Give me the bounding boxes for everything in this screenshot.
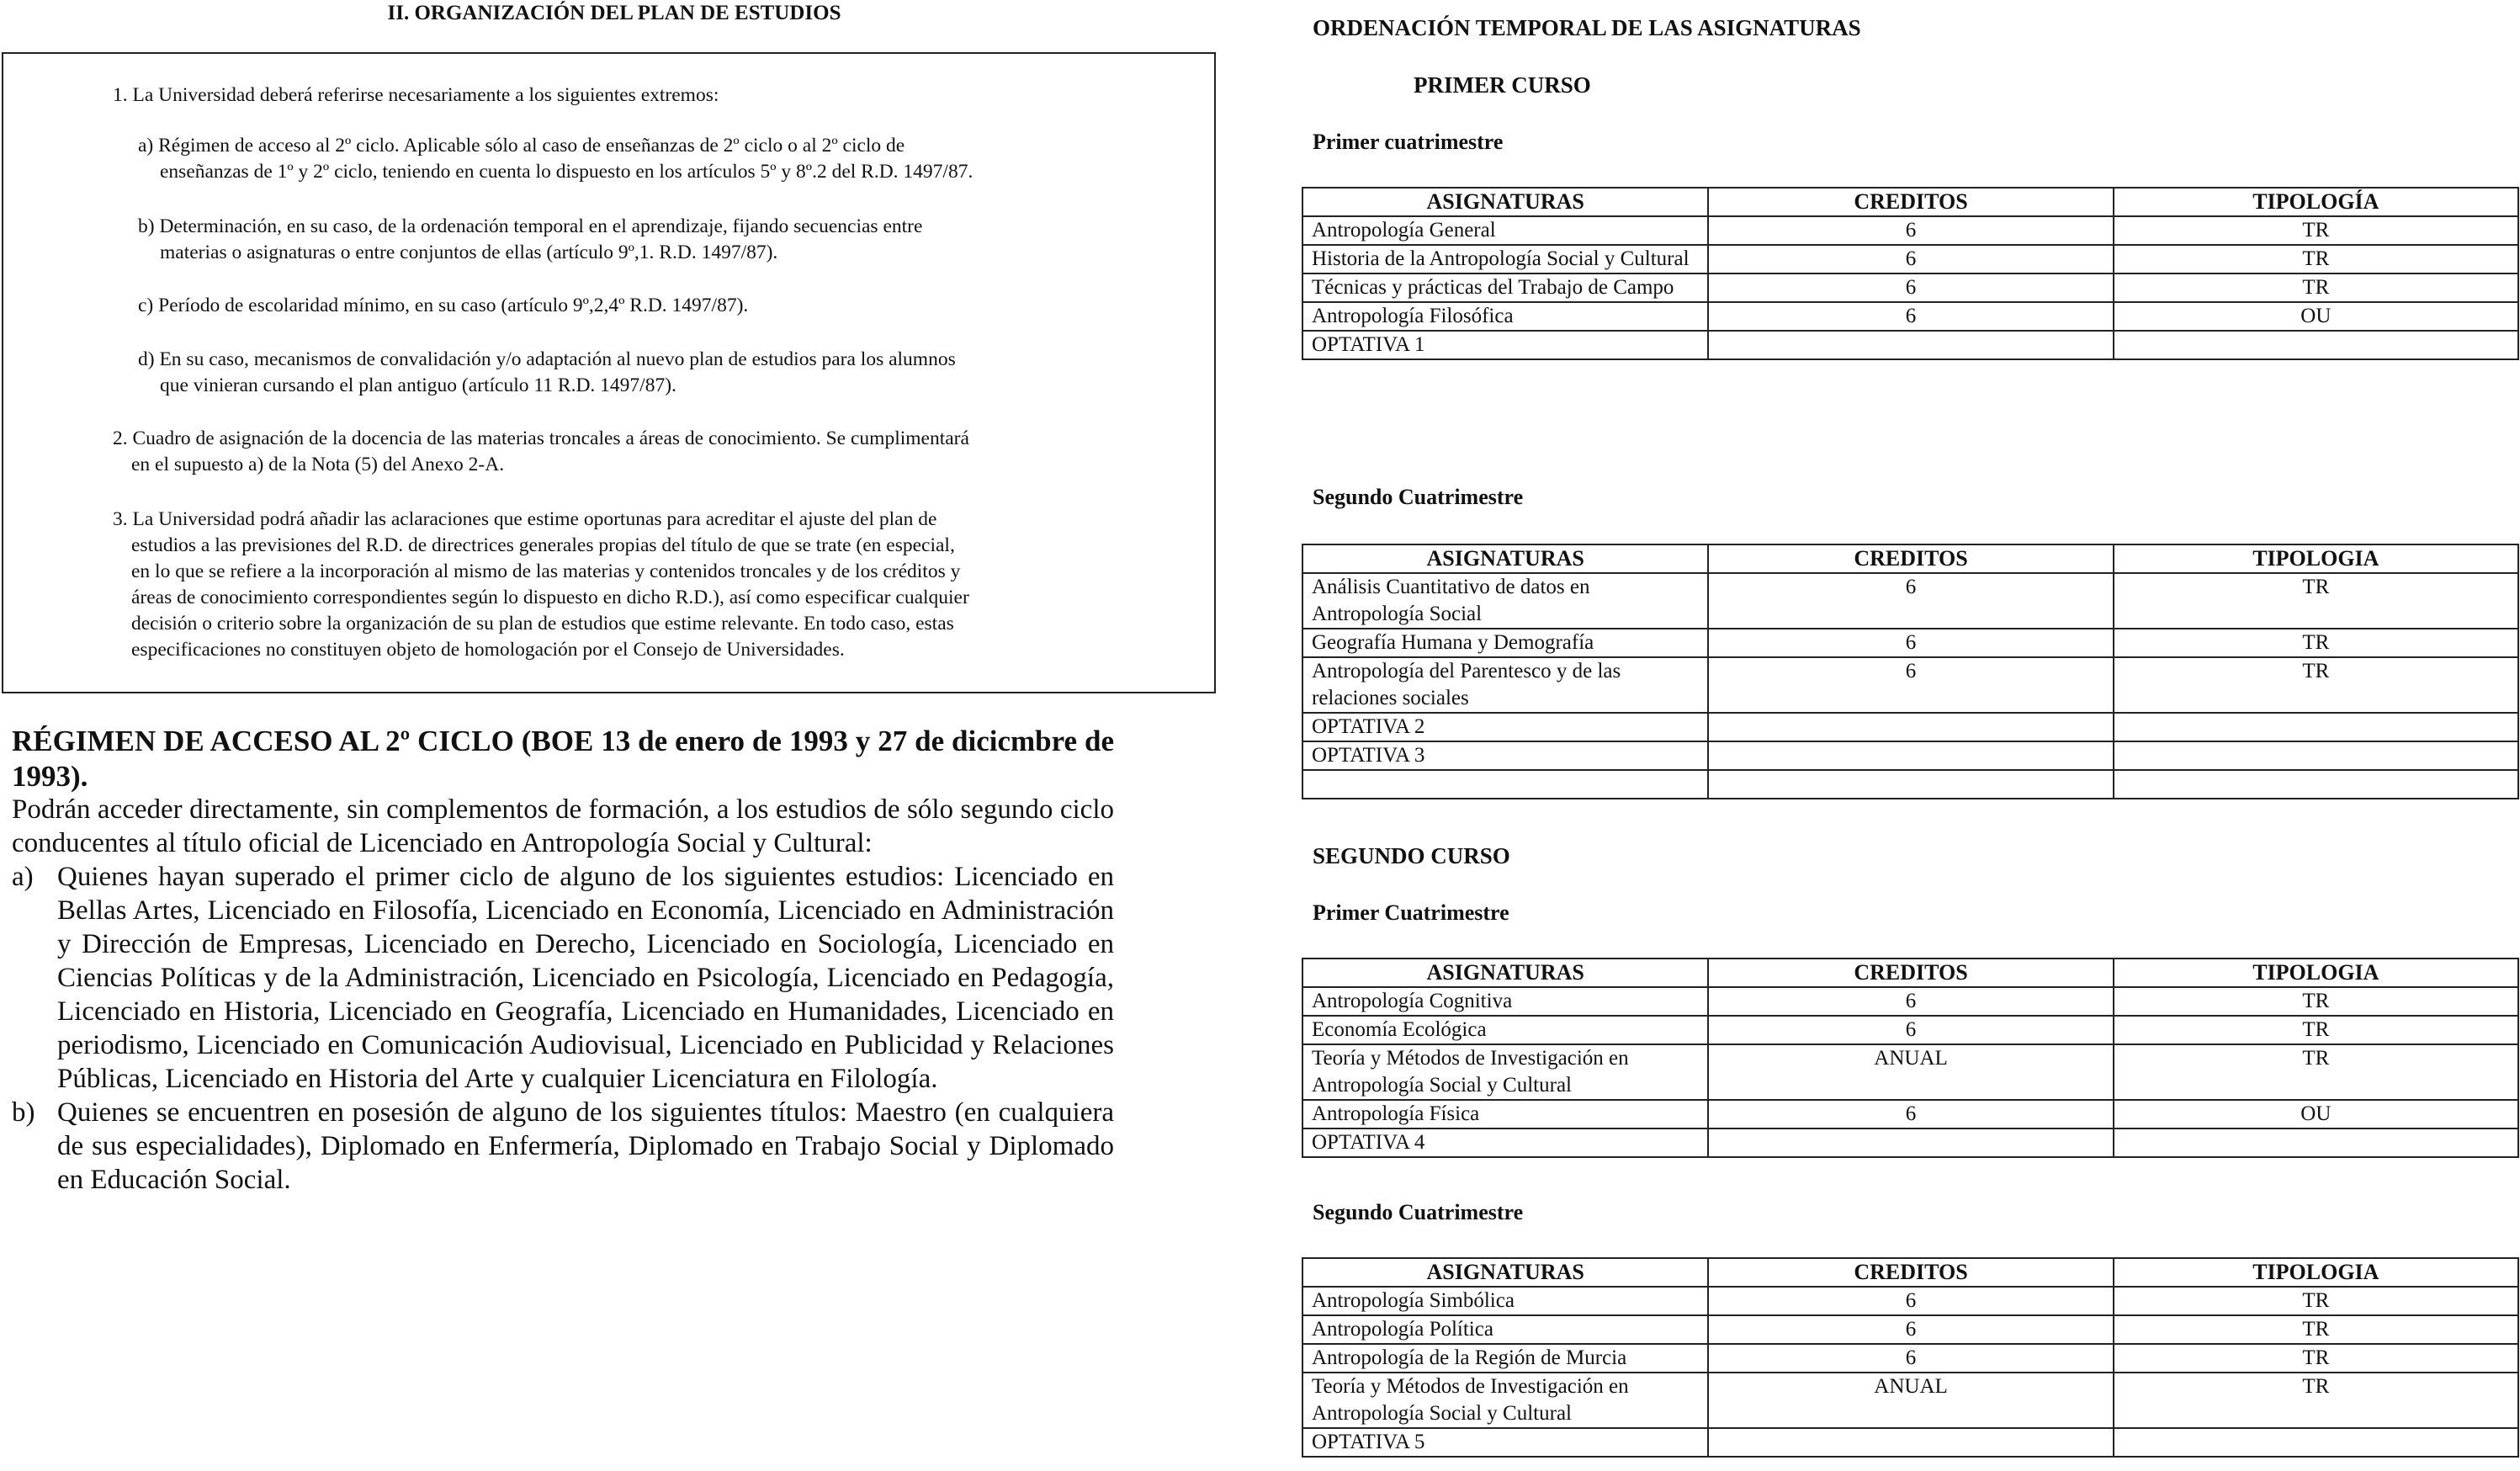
cell-tipologia: OU [2114, 1100, 2518, 1128]
cell-asignatura: Antropología Filosófica [1302, 302, 1708, 331]
cell-creditos: ANUAL [1708, 1044, 2113, 1100]
cell-asignatura: Técnicas y prácticas del Trabajo de Campo [1302, 273, 1708, 302]
table-1-label: Primer cuatrimestre [1313, 130, 1504, 154]
table-row [1302, 770, 2518, 799]
cell-creditos: 6 [1708, 1287, 2113, 1315]
cell-creditos: 6 [1708, 1315, 2113, 1344]
header-creditos: CREDITOS [1708, 544, 2113, 573]
item-label: a) [12, 862, 34, 892]
cell-tipologia: TR [2114, 657, 2518, 713]
regimen-intro: Podrán acceder directamente, sin complementos de formación, a los estudios de sólo segundo ciclo conducentes al título oficial de Licenciado en Antropología Social y Cultural: [12, 794, 1114, 858]
table-2 [1302, 544, 2519, 799]
table-row [1302, 657, 2518, 713]
instruction-3: 3. La Universidad podrá añadir las aclaraciones que estime oportunas para acreditar el ajuste del plan de estudios a las previsiones del R.D. de directrices generales propias del título de que se trate (en especial, en lo que se refiere a la incorporación al mismo de las materias y contenidos troncales y de los créditos y áreas de conocimiento correspondientes según lo dispuesto en dicho R.D.), así como especificar cualquier decisión o criterio sobre la organización de su plan de estudios que estime relevante. En todo caso, estas especificaciones no constituyen objeto de homologación por el Consejo de Universidades. [113, 508, 969, 661]
table-row [1302, 1344, 2518, 1373]
cell-creditos: 6 [1708, 302, 2113, 331]
cell-tipologia: TR [2114, 573, 2518, 629]
header-tipologia: TIPOLOGIA [2114, 544, 2518, 573]
table-header-row [1302, 544, 2518, 573]
table-4 [1302, 1257, 2519, 1458]
cell-creditos: 6 [1708, 273, 2113, 302]
cell-asignatura: OPTATIVA 4 [1302, 1128, 1708, 1157]
cell-asignatura: Antropología Cognitiva [1302, 987, 1708, 1016]
table-row [1302, 331, 2518, 359]
cell-tipologia: TR [2114, 273, 2518, 302]
instruction-d: d) En su caso, mecanismos de convalidación y/o adaptación al nuevo plan de estudios para los alumnos que vinieran cursando el plan antiguo (artículo 11 R.D. 1497/87). [138, 348, 956, 396]
cell-asignatura: Teoría y Métodos de Investigación en Antropología Social y Cultural [1302, 1373, 1708, 1428]
table-row [1302, 1315, 2518, 1344]
table-3 [1302, 958, 2519, 1158]
table-row [1302, 1016, 2518, 1044]
table-row [1302, 216, 2518, 245]
regimen-item-a [12, 860, 1114, 1096]
cell-creditos: 6 [1708, 1344, 2113, 1373]
header-tipologia: TIPOLOGIA [2114, 959, 2518, 987]
instruction-2: 2. Cuadro de asignación de la docencia de las materias troncales a áreas de conocimiento. Se cumplimentará en el supuesto a) de la Nota (5) del Anexo 2-A. [113, 427, 969, 475]
table-row [1302, 713, 2518, 741]
table-row [1302, 987, 2518, 1016]
cell-creditos: 6 [1708, 629, 2113, 657]
cell-tipologia [2114, 770, 2518, 799]
cell-tipologia: TR [2114, 629, 2518, 657]
cell-tipologia [2114, 1128, 2518, 1157]
cell-creditos [1708, 713, 2113, 741]
header-asignaturas: ASIGNATURAS [1302, 544, 1708, 573]
cell-tipologia: TR [2114, 245, 2518, 273]
cell-creditos: 6 [1708, 987, 2113, 1016]
cell-tipologia: TR [2114, 1315, 2518, 1344]
table-row [1302, 273, 2518, 302]
table-header-row [1302, 188, 2518, 216]
table-row [1302, 302, 2518, 331]
cell-asignatura: Análisis Cuantitativo de datos en Antropología Social [1302, 573, 1708, 629]
cell-creditos: ANUAL [1708, 1373, 2113, 1428]
cell-tipologia: TR [2114, 1287, 2518, 1315]
segundo-curso-heading: SEGUNDO CURSO [1313, 843, 1510, 868]
table-row [1302, 1044, 2518, 1100]
cell-tipologia: TR [2114, 987, 2518, 1016]
cell-creditos: 6 [1708, 216, 2113, 245]
item-label: b) [12, 1097, 35, 1128]
cell-asignatura [1302, 770, 1708, 799]
cell-asignatura: OPTATIVA 3 [1302, 741, 1708, 770]
header-asignaturas: ASIGNATURAS [1302, 959, 1708, 987]
regimen-item-b [12, 1096, 1114, 1197]
instruction-b: b) Determinación, en su caso, de la ordenación temporal en el aprendizaje, fijando secuencias entre materias o asignaturas o entre conjuntos de ellas (artículo 9º,1. R.D. 1497/87). [138, 215, 923, 263]
item-text: Quienes hayan superado el primer ciclo de alguno de los siguientes estudios: Licenciado en Bellas Artes, Licenciado en Filosofía, Licenciado en Economía, Licenciado en Administración y Dirección de Empresas, Licenciado en Derecho, Licenciado en Sociología, Licenciado en Ciencias Políticas y de la Administración, Licenciado en Psicología, Licenciado en Pedagogía, Licenciado en Historia, Licenciado en Geografía, Licenciado en Humanidades, Licenciado en periodismo, Licenciado en Comunicación Audiovisual, Licenciado en Publicidad y Relaciones Públicas, Licenciado en Historia del Arte y cualquier Licenciatura en Filología. [57, 862, 1114, 1094]
cell-asignatura: Antropología General [1302, 216, 1708, 245]
table-3-label: Primer Cuatrimestre [1313, 900, 1509, 925]
instruction-1: 1. La Universidad deberá referirse necesariamente a los siguientes extremos: [113, 84, 719, 106]
cell-creditos [1708, 1128, 2113, 1157]
table-row [1302, 573, 2518, 629]
cell-asignatura: OPTATIVA 5 [1302, 1428, 1708, 1457]
table-row [1302, 1287, 2518, 1315]
cell-creditos: 6 [1708, 657, 2113, 713]
cell-tipologia [2114, 741, 2518, 770]
cell-asignatura: Teoría y Métodos de Investigación en Antropología Social y Cultural [1302, 1044, 1708, 1100]
table-row [1302, 1373, 2518, 1428]
cell-tipologia: TR [2114, 216, 2518, 245]
header-creditos: CREDITOS [1708, 1258, 2113, 1287]
cell-tipologia [2114, 713, 2518, 741]
cell-creditos: 6 [1708, 1016, 2113, 1044]
table-row [1302, 245, 2518, 273]
table-header-row [1302, 1258, 2518, 1287]
item-text: Quienes se encuentren en posesión de alguno de los siguientes títulos: Maestro (en cualquiera de sus especialidades), Diplomado en Enfermería, Diplomado en Trabajo Social y Diplomado en Educación Social. [57, 1097, 1114, 1195]
cell-asignatura: Antropología Simbólica [1302, 1287, 1708, 1315]
cell-asignatura: Geografía Humana y Demografía [1302, 629, 1708, 657]
section-title: II. ORGANIZACIÓN DEL PLAN DE ESTUDIOS [387, 2, 841, 24]
cell-tipologia: TR [2114, 1016, 2518, 1044]
cell-asignatura: Antropología Física [1302, 1100, 1708, 1128]
cell-asignatura: OPTATIVA 1 [1302, 331, 1708, 359]
table-header-row [1302, 959, 2518, 987]
table-row [1302, 629, 2518, 657]
instruction-a: a) Régimen de acceso al 2º ciclo. Aplicable sólo al caso de enseñanzas de 2º ciclo o al 2º ciclo de enseñanzas de 1º y 2º ciclo, teniendo en cuenta lo dispuesto en los artículos 5º y 8º.2 del R.D. 1497/87. [138, 135, 974, 183]
cell-creditos: 6 [1708, 573, 2113, 629]
cell-tipologia: OU [2114, 302, 2518, 331]
table-row [1302, 741, 2518, 770]
cell-tipologia: TR [2114, 1044, 2518, 1100]
header-tipologia: TIPOLOGIA [2114, 1258, 2518, 1287]
header-creditos: CREDITOS [1708, 959, 2113, 987]
instructions-box [2, 52, 1216, 693]
cell-asignatura: Historia de la Antropología Social y Cultural [1302, 245, 1708, 273]
cell-creditos [1708, 770, 2113, 799]
cell-creditos: 6 [1708, 1100, 2113, 1128]
regimen-body [12, 793, 1114, 1197]
header-creditos: CREDITOS [1708, 188, 2113, 216]
cell-tipologia [2114, 331, 2518, 359]
cell-asignatura: Antropología del Parentesco y de las relaciones sociales [1302, 657, 1708, 713]
cell-tipologia: TR [2114, 1344, 2518, 1373]
regimen-heading: RÉGIMEN DE ACCESO AL 2º CICLO (BOE 13 de enero de 1993 y 27 de dicicmbre de 1993). [12, 725, 1114, 793]
cell-asignatura: OPTATIVA 2 [1302, 713, 1708, 741]
cell-asignatura: Antropología de la Región de Murcia [1302, 1344, 1708, 1373]
cell-tipologia [2114, 1428, 2518, 1457]
header-asignaturas: ASIGNATURAS [1302, 188, 1708, 216]
header-tipologia: TIPOLOGÍA [2114, 188, 2518, 216]
table-2-label: Segundo Cuatrimestre [1313, 485, 1524, 509]
cell-creditos [1708, 1428, 2113, 1457]
table-row [1302, 1428, 2518, 1457]
cell-creditos: 6 [1708, 245, 2113, 273]
cell-asignatura: Antropología Política [1302, 1315, 1708, 1344]
table-row [1302, 1100, 2518, 1128]
cell-asignatura: Economía Ecológica [1302, 1016, 1708, 1044]
table-1 [1302, 187, 2519, 360]
cell-creditos [1708, 331, 2113, 359]
cell-tipologia: TR [2114, 1373, 2518, 1428]
table-4-label: Segundo Cuatrimestre [1313, 1200, 1524, 1224]
ordenacion-title: ORDENACIÓN TEMPORAL DE LAS ASIGNATURAS [1313, 15, 1861, 40]
header-asignaturas: ASIGNATURAS [1302, 1258, 1708, 1287]
primer-curso-heading: PRIMER CURSO [1414, 72, 1591, 98]
cell-creditos [1708, 741, 2113, 770]
instruction-c: c) Período de escolaridad mínimo, en su caso (artículo 9º,2,4º R.D. 1497/87). [138, 295, 749, 316]
table-row [1302, 1128, 2518, 1157]
